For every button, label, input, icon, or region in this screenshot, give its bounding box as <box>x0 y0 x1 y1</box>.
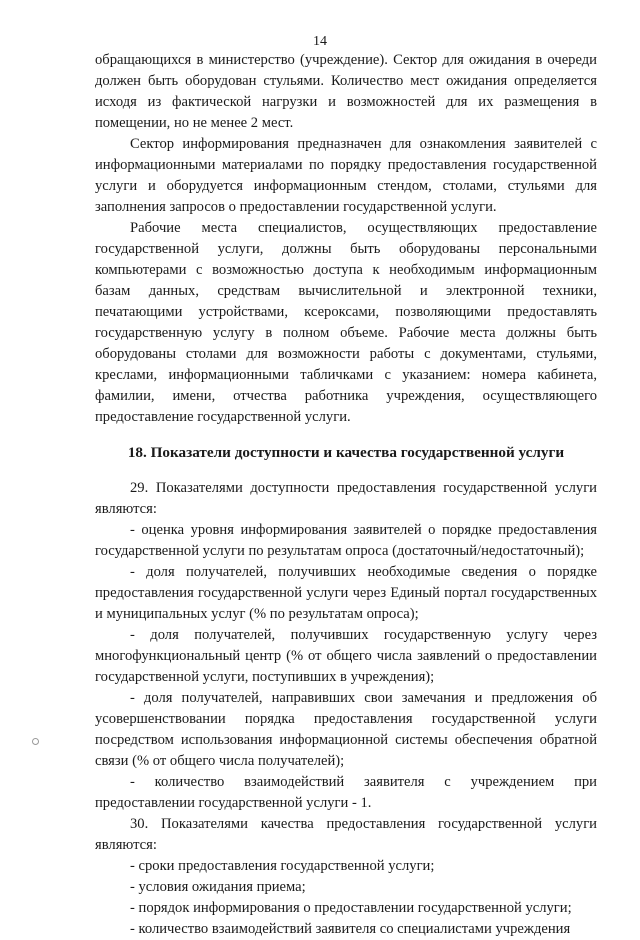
document-body <box>95 50 597 940</box>
clause-30-item: - сроки предоставления государственной услуги; <box>130 858 435 874</box>
clause-30-item: - условия ожидания приема; <box>130 879 306 895</box>
clause-29-item: - оценка уровня информирования заявителей о порядке предоставления государственной услуги по результатам опроса (достаточный/недостаточный); <box>95 522 597 559</box>
paragraph-workplaces: Рабочие места специалистов, осуществляющих предоставление государственной услуги, должны быть оборудованы персональными компьютерами с возможностью доступа к необходимым информационным базам данных, средствам вычислительной и электронной техники, печатающими устройствами, ксероксами, позволяющими предоставлять государственную услугу в полном объеме. Рабочие места должны быть оборудованы столами для возможности работы с документами, стульями, креслами, информационными табличками с указанием: номера кабинета, фамилии, имени, отчества работника учреждения, осуществляющего предоставление государственной услуги. <box>95 220 597 425</box>
clause-29-item: - доля получателей, получивших необходимые сведения о порядке предоставления государственной услуги через Единый портал государственных и муниципальных услуг (% по результатам опроса); <box>95 564 597 622</box>
paragraph-information-sector: Сектор информирования предназначен для ознакомления заявителей с информационными материалами по порядку предоставления государственной услуги и оборудуется информационным стендом, столами, стульями для заполнения запросов о предоставлении государственной услуги. <box>95 136 597 215</box>
clause-30-intro: 30. Показателями качества предоставления государственной услуги являются: <box>95 816 597 853</box>
section-heading: 18. Показатели доступности и качества государственной услуги <box>127 444 565 461</box>
clause-30-item: - количество взаимодействий заявителя со специалистами учреждения <box>130 921 571 937</box>
paragraph-waiting-sector: обращающихся в министерство (учреждение). Сектор для ожидания в очереди должен быть оборудован стульями. Количество мест ожидания определяется исходя из фактической нагрузки и возможностей для их размещения в помещении, но не менее 2 мест. <box>95 52 597 131</box>
clause-29-intro: 29. Показателями доступности предоставления государственной услуги являются: <box>95 480 597 517</box>
clause-29-item: - количество взаимодействий заявителя с учреждением при предоставлении государственной услуги - 1. <box>95 774 597 811</box>
margin-dot-mark <box>32 738 39 745</box>
clause-30-item: - порядок информирования о предоставлении государственной услуги; <box>130 900 572 916</box>
page-number: 14 <box>313 34 327 49</box>
clause-29-item: - доля получателей, получивших государственную услугу через многофункциональный центр (% от общего числа заявлений о предоставлении государственной услуги, поступивших в учреждения); <box>95 627 597 685</box>
clause-29-item: - доля получателей, направивших свои замечания и предложения об усовершенствовании порядка предоставления государственной услуги посредством использования информационной системы обеспечения обратной связи (% от общего числа получателей); <box>95 690 597 769</box>
